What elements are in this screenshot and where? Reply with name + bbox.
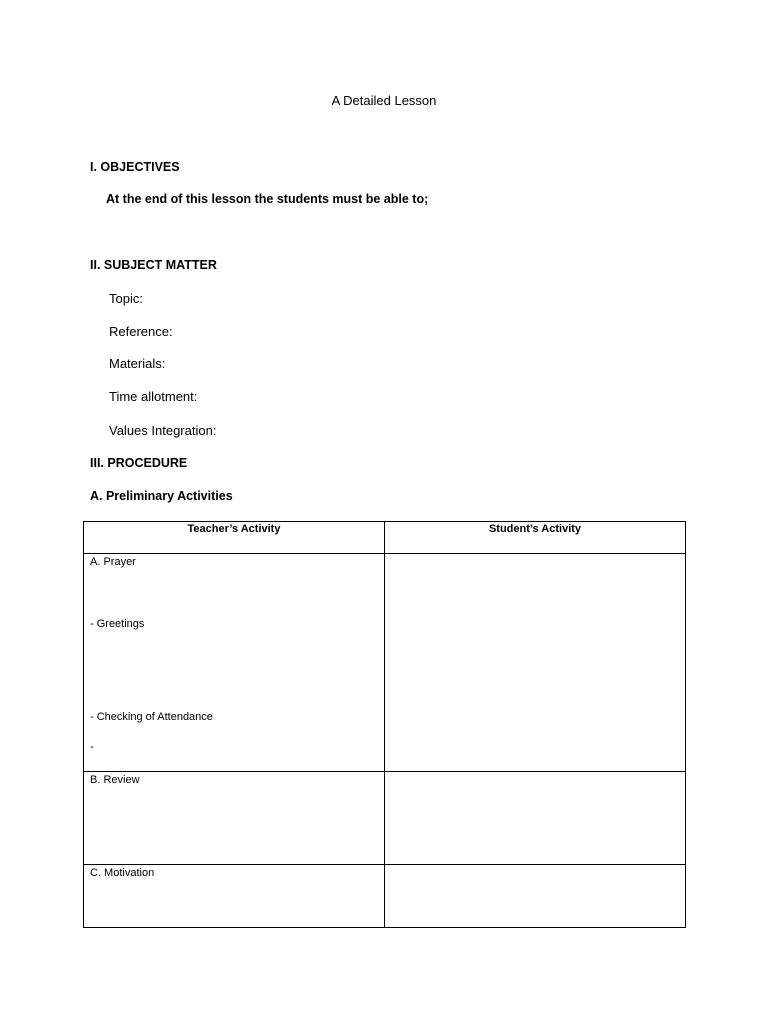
table-row <box>84 865 686 928</box>
header-student-activity: Student’s Activity <box>385 522 686 554</box>
activity-table <box>83 521 686 928</box>
table-header-row <box>84 522 686 554</box>
motivation-label: C. Motivation <box>90 867 155 879</box>
table-row <box>84 772 686 865</box>
objectives-heading: I. OBJECTIVES <box>90 160 180 174</box>
student-cell-review <box>385 772 686 865</box>
teacher-cell-preliminary <box>84 554 385 772</box>
document-title: A Detailed Lesson <box>331 93 437 108</box>
field-reference: Reference: <box>109 324 173 339</box>
student-cell-motivation <box>385 865 686 928</box>
field-materials: Materials: <box>109 356 166 371</box>
dash-label: - <box>90 741 94 753</box>
greetings-label: - Greetings <box>90 618 145 630</box>
field-time-allotment: Time allotment: <box>109 389 198 404</box>
preliminary-activities-heading: A. Preliminary Activities <box>90 489 233 503</box>
header-teacher-activity: Teacher’s Activity <box>84 522 385 554</box>
subject-matter-heading: II. SUBJECT MATTER <box>90 258 217 272</box>
table-row <box>84 554 686 772</box>
review-label: B. Review <box>90 774 140 786</box>
procedure-heading: III. PROCEDURE <box>90 456 188 470</box>
teacher-cell-review <box>84 772 385 865</box>
field-topic: Topic: <box>109 291 143 306</box>
field-values-integration: Values Integration: <box>109 423 217 438</box>
teacher-cell-motivation <box>84 865 385 928</box>
attendance-label: - Checking of Attendance <box>90 711 213 723</box>
objectives-intro: At the end of this lesson the students must be able to; <box>106 192 429 206</box>
student-cell-preliminary <box>385 554 686 772</box>
prayer-label: A. Prayer <box>90 556 136 568</box>
